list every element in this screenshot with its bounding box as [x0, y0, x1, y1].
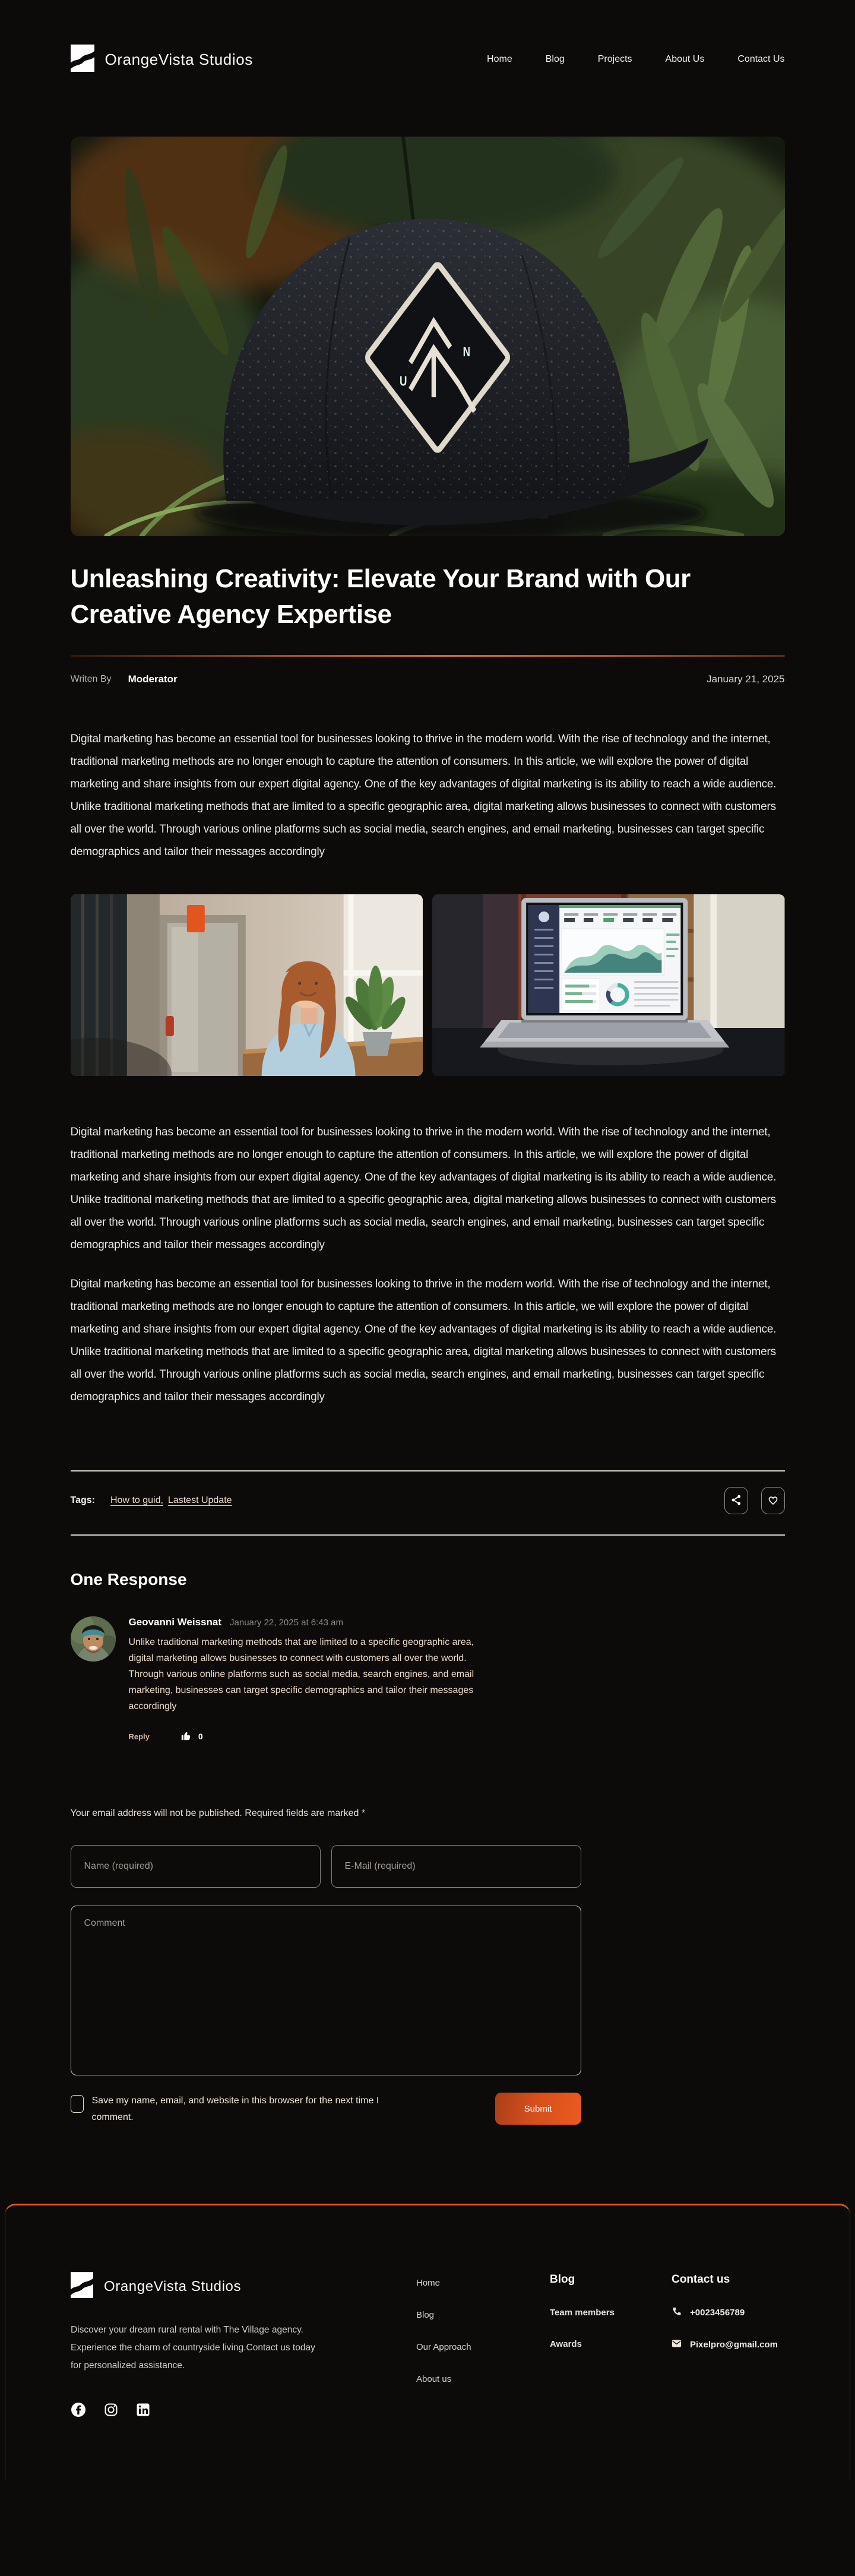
written-by-label: Writen By	[70, 674, 112, 684]
article-image-laptop-analytics	[432, 894, 785, 1076]
accent-divider	[71, 655, 785, 657]
post-date: January 21, 2025	[707, 673, 785, 685]
hero-image-cap-in-ferns	[71, 137, 785, 536]
share-icon	[730, 1494, 742, 1508]
comment-actions	[129, 1730, 785, 1743]
comment	[71, 1616, 785, 1714]
nav-contact-us[interactable]: Contact Us	[737, 54, 785, 64]
svg-text:N: N	[463, 344, 470, 360]
save-info-checkbox[interactable]	[71, 2095, 84, 2113]
author-name[interactable]: Moderator	[128, 673, 178, 685]
footer-contact-heading: Contact us	[672, 2273, 730, 2286]
reply-button[interactable]: Reply	[128, 1732, 150, 1741]
footer-brand-name: OrangeVista Studios	[104, 2278, 242, 2295]
site-footer	[5, 2204, 850, 2481]
like-count: 0	[198, 1732, 203, 1741]
footer-phone-number: +0023456789	[690, 2308, 745, 2318]
comment-author: Geovanni Weissnat	[128, 1616, 222, 1628]
footer-quick-links	[416, 2272, 550, 2417]
email-field[interactable]	[331, 1845, 581, 1888]
like-heart-button[interactable]	[761, 1487, 785, 1514]
facebook-icon[interactable]	[71, 2402, 86, 2417]
comment-text: Unlike traditional marketing methods that are limited to a specific geographic area, digital marketing allows businesses to connect with customers all over the world. Through various online platforms such as social media, search engines, and email marketing, businesses can target specific demographics and tailor their messages accordingly	[128, 1637, 474, 1711]
save-info-label[interactable]: Save my name, email, and website in this browser for the next time I comment.	[91, 2096, 379, 2122]
brand-logo[interactable]	[71, 45, 253, 75]
footer-phone[interactable]	[672, 2306, 784, 2319]
tags-label: Tags:	[70, 1495, 95, 1505]
commenter-avatar	[71, 1616, 116, 1662]
tag-link-lastest-update[interactable]: Lastest Update	[167, 1495, 232, 1505]
svg-text:U: U	[399, 374, 407, 390]
mail-icon	[672, 2339, 682, 2350]
thumbs-up-button[interactable]	[180, 1730, 203, 1743]
divider	[71, 1534, 785, 1536]
footer-brand-logo-icon	[71, 2272, 93, 2301]
post-title: Unleashing Creativity: Elevate Your Brand with Our Creative Agency Expertise	[70, 564, 691, 629]
responses-heading: One Response	[70, 1570, 187, 1588]
nav-about-us[interactable]: About Us	[665, 54, 705, 64]
footer-blog-column	[550, 2272, 672, 2417]
article-paragraph: Digital marketing has become an essential tool for businesses looking to thrive in the modern world. With the rise of technology and the internet, traditional marketing methods are no longer enough to capture the attention of consumers. In this article, we will explore the power of digital marketing and share insights from our expert digital agency. One of the key advantages of digital marketing is its ability to reach a wide audience. Unlike traditional marketing methods that are limited to a specific geographic area, digital marketing allows businesses to connect with customers all over the world. Through various online platforms such as social media, search engines, and email marketing, businesses can target specific demographics and tailor their messages accordingly	[70, 1278, 777, 1403]
footer-description: Discover your dream rural rental with The Village agency. Experience the charm of countryside living.Contact us today for personalized assistance.	[71, 2325, 315, 2371]
submit-button[interactable]: Submit	[495, 2093, 581, 2125]
nav-home[interactable]: Home	[487, 54, 512, 64]
footer-link-blog[interactable]: Blog	[416, 2310, 435, 2320]
footer-email-address: Pixelpro@gmail.com	[690, 2340, 778, 2350]
brand-name: OrangeVista Studios	[104, 50, 253, 68]
footer-blog-heading: Blog	[550, 2273, 575, 2286]
name-field[interactable]	[71, 1845, 321, 1888]
article-image-smiling-woman	[71, 894, 423, 1076]
byline	[71, 670, 785, 689]
footer-email[interactable]	[672, 2339, 784, 2350]
tags-row	[71, 1487, 785, 1514]
heart-icon	[767, 1494, 779, 1508]
form-notice: Your email address will not be published. Required fields are marked *	[70, 1808, 366, 1818]
footer-link-about-us[interactable]: About us	[416, 2374, 452, 2384]
phone-icon	[672, 2306, 682, 2319]
share-button[interactable]	[724, 1487, 748, 1514]
comment-field[interactable]	[71, 1906, 581, 2075]
main-nav	[487, 54, 784, 65]
linkedin-icon[interactable]	[136, 2403, 150, 2417]
article-paragraph: Digital marketing has become an essential tool for businesses looking to thrive in the modern world. With the rise of technology and the internet, traditional marketing methods are no longer enough to capture the attention of consumers. In this article, we will explore the power of digital marketing and share insights from our expert digital agency. One of the key advantages of digital marketing is its ability to reach a wide audience. Unlike traditional marketing methods that are limited to a specific geographic area, digital marketing allows businesses to connect with customers all over the world. Through various online platforms such as social media, search engines, and email marketing, businesses can target specific demographics and tailor their messages accordingly	[70, 1126, 777, 1251]
footer-contact-column	[672, 2272, 784, 2417]
comment-date: January 22, 2025 at 6:43 am	[230, 1618, 343, 1628]
nav-blog[interactable]: Blog	[545, 54, 565, 64]
tag-link-how-to-guid[interactable]: How to guid,	[110, 1495, 163, 1505]
instagram-icon[interactable]	[104, 2403, 118, 2417]
article-paragraph: Digital marketing has become an essential tool for businesses looking to thrive in the modern world. With the rise of technology and the internet, traditional marketing methods are no longer enough to capture the attention of consumers. In this article, we will explore the power of digital marketing and share insights from our expert digital agency. One of the key advantages of digital marketing is its ability to reach a wide audience. Unlike traditional marketing methods that are limited to a specific geographic area, digital marketing allows businesses to connect with customers all over the world. Through various online platforms such as social media, search engines, and email marketing, businesses can target specific demographics and tailor their messages accordingly	[70, 733, 777, 858]
article-images	[71, 894, 785, 1076]
social-links	[71, 2402, 326, 2417]
footer-link-our-approach[interactable]: Our Approach	[416, 2342, 471, 2352]
divider	[71, 1470, 785, 1471]
footer-link-home[interactable]: Home	[416, 2278, 441, 2288]
comment-form	[71, 1808, 581, 2126]
thumbs-up-icon	[180, 1730, 191, 1743]
footer-brand-logo[interactable]	[71, 2272, 326, 2301]
site-header	[0, 0, 855, 76]
footer-link-team-members[interactable]: Team members	[550, 2308, 615, 2318]
brand-logo-icon	[71, 45, 94, 75]
nav-projects[interactable]: Projects	[597, 54, 632, 64]
footer-link-awards[interactable]: Awards	[550, 2339, 582, 2349]
